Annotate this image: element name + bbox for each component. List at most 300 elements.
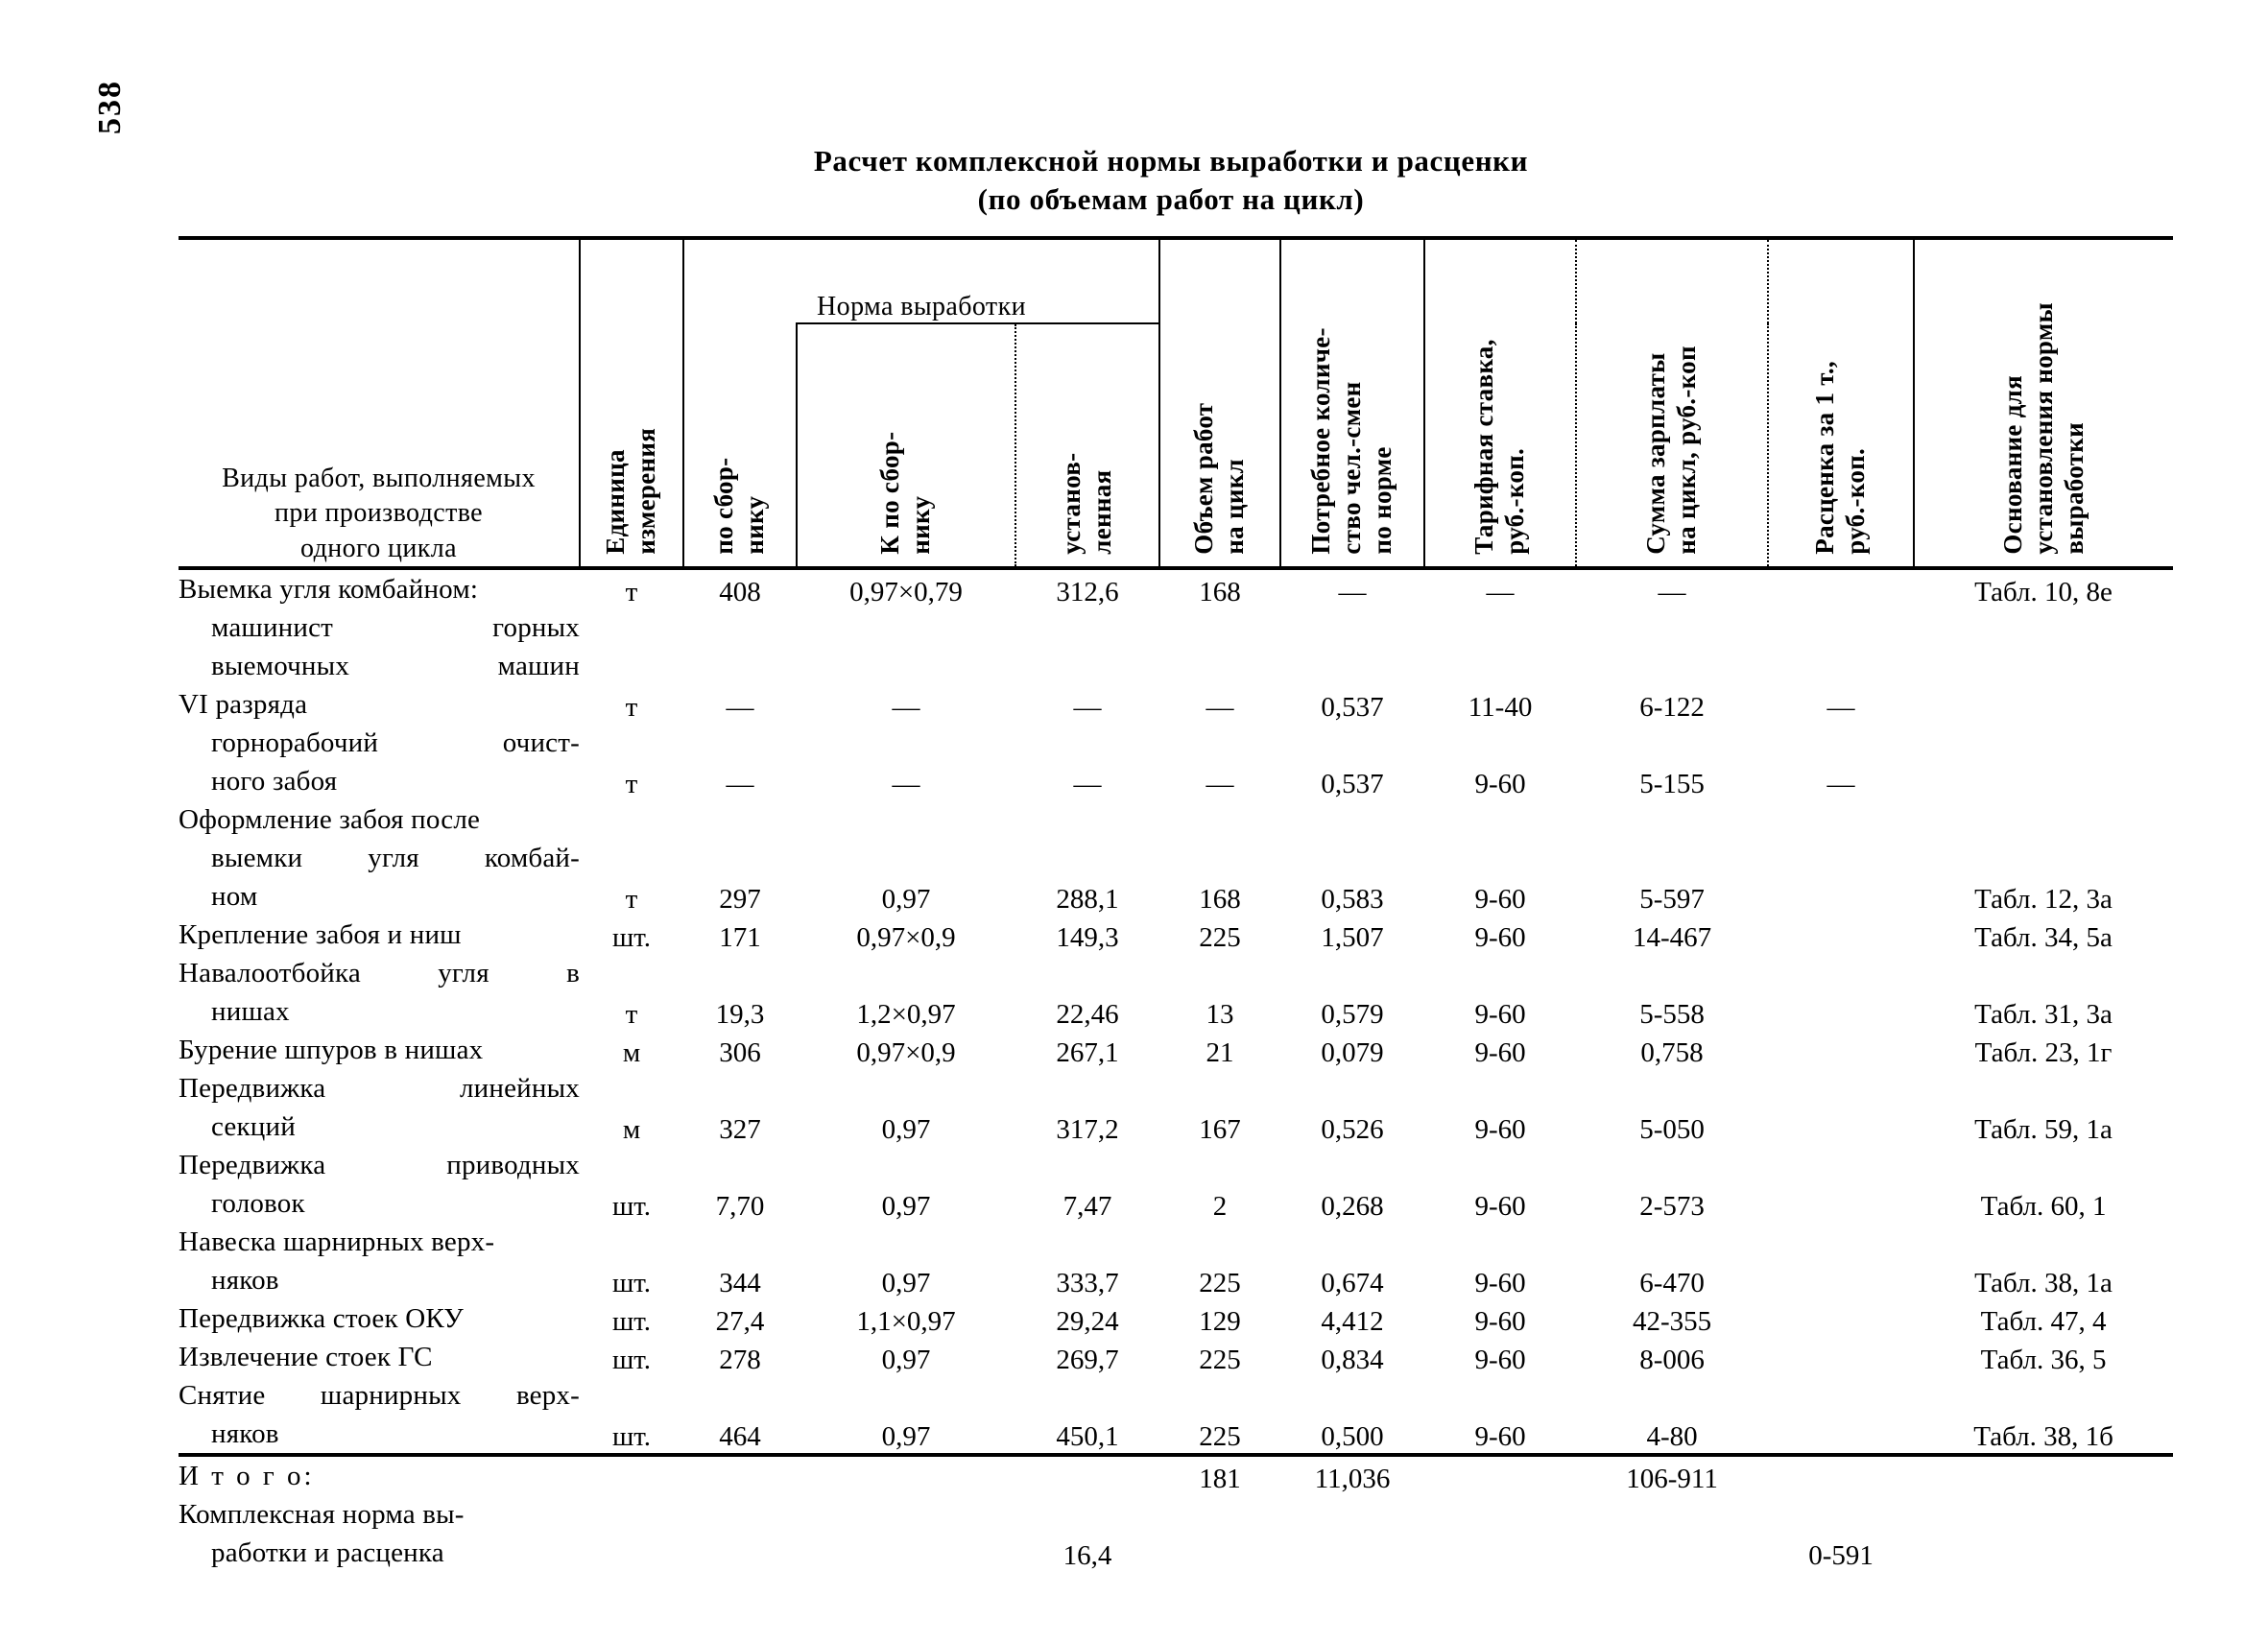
- row-established: 269,7: [1056, 1345, 1119, 1375]
- row-manshifts: [1280, 1069, 1424, 1107]
- table-row: [179, 992, 2173, 1031]
- row-work-type-line: Крепление забоя и ниш: [179, 919, 462, 950]
- row-k-by-book: 1,1×0,97: [856, 1306, 956, 1337]
- row-work-type-line: Передвижка линейных: [179, 1073, 580, 1104]
- row-established: [1015, 608, 1159, 647]
- row-rate: [1768, 1261, 1914, 1299]
- row-established: 29,24: [1056, 1306, 1119, 1337]
- complex-volume-empty-2: [1159, 1534, 1280, 1572]
- row-by-book: [683, 608, 797, 647]
- row-manshifts: [1280, 954, 1424, 992]
- row-rate: [1768, 1069, 1914, 1107]
- row-work-type: [179, 762, 580, 800]
- header-manshifts-line1: Потребное количе-: [1306, 327, 1336, 555]
- row-volume: [1159, 1069, 1280, 1107]
- row-volume: 21: [1206, 1037, 1234, 1068]
- row-work-type: [179, 877, 580, 916]
- row-work-type-line: VI разряда: [179, 689, 308, 720]
- row-rate: [1768, 992, 1914, 1031]
- row-k-by-book: 0,97×0,9: [856, 1037, 956, 1068]
- row-volume: [1159, 954, 1280, 992]
- table-row: [179, 647, 2173, 685]
- row-tariff: 9-60: [1474, 1421, 1526, 1452]
- row-work-type: [179, 1415, 580, 1455]
- complex-tariff-empty-1: [1424, 1495, 1576, 1534]
- row-basis: Табл. 10, 8е: [1914, 568, 2173, 608]
- header-by-book-line2: нику: [740, 496, 769, 555]
- row-rate: [1768, 724, 1914, 762]
- row-volume: 167: [1199, 1114, 1241, 1145]
- row-manshifts: 0,500: [1321, 1421, 1384, 1452]
- row-unit: шт.: [611, 1421, 652, 1452]
- row-basis: Табл. 23, 1г: [1974, 1037, 2113, 1068]
- row-unit: [580, 800, 683, 839]
- row-established: 22,46: [1056, 999, 1119, 1030]
- row-unit: [580, 839, 683, 877]
- row-basis: [1914, 1223, 2173, 1261]
- row-k-by-book: [797, 608, 1015, 647]
- row-tariff: 9-60: [1474, 1114, 1526, 1145]
- row-work-type-line: ного забоя: [211, 766, 338, 797]
- row-established: —: [1073, 769, 1102, 799]
- row-work-type-line: Передвижка стоек ОКУ: [179, 1303, 465, 1334]
- header-work-types-line2: при производстве: [274, 498, 483, 529]
- table-row: [179, 800, 2173, 839]
- complex-basis-empty-1: [1914, 1495, 2173, 1534]
- row-by-book: [683, 724, 797, 762]
- row-manshifts: [1280, 647, 1424, 685]
- row-unit: т: [580, 568, 683, 608]
- complex-established-empty-1: [1015, 1495, 1159, 1534]
- row-work-type: [179, 800, 580, 839]
- row-volume: 2: [1212, 1191, 1228, 1222]
- row-work-type-line: няков: [211, 1418, 279, 1449]
- page-number: 538: [92, 80, 128, 134]
- row-tariff: [1424, 608, 1576, 647]
- row-by-book: [683, 1069, 797, 1107]
- table: [179, 236, 2173, 1572]
- row-wage-sum: 14-467: [1632, 922, 1712, 953]
- row-basis: [1914, 608, 2173, 647]
- row-basis: Табл. 36, 5: [1980, 1345, 2107, 1375]
- row-manshifts: [1280, 724, 1424, 762]
- header-tariff-rate: [1424, 238, 1576, 568]
- table-row: [179, 568, 2173, 608]
- row-unit: [580, 1376, 683, 1415]
- row-basis: Табл. 60, 1: [1980, 1191, 2107, 1222]
- row-wage-sum: [1576, 839, 1768, 877]
- row-wage-sum: [1576, 954, 1768, 992]
- row-rate: [1768, 1223, 1914, 1261]
- row-rate: [1768, 877, 1914, 916]
- row-established: [1015, 954, 1159, 992]
- header-wage-sum: [1576, 238, 1768, 568]
- row-work-type: [179, 1299, 580, 1338]
- row-basis: Табл. 47, 4: [1980, 1306, 2107, 1337]
- row-unit: м: [622, 1037, 641, 1068]
- row-k-by-book: [797, 1146, 1015, 1184]
- row-unit: [580, 724, 683, 762]
- row-basis: Табл. 34, 5а: [1974, 922, 2113, 953]
- total-wage-sum: 106-911: [1576, 1455, 1768, 1495]
- row-work-type: [179, 608, 580, 647]
- row-tariff: [1424, 839, 1576, 877]
- row-tariff: [1424, 800, 1576, 839]
- row-wage-sum: [1576, 1223, 1768, 1261]
- row-by-book: 327: [719, 1114, 761, 1145]
- row-established: [1015, 800, 1159, 839]
- row-work-type-line: Извлечение стоек ГС: [179, 1342, 433, 1372]
- row-manshifts: 0,537: [1321, 692, 1384, 723]
- row-rate: [1768, 954, 1914, 992]
- header-work-types-line1: Виды работ, выполняемых: [222, 463, 536, 493]
- row-tariff: 9-60: [1474, 1345, 1526, 1375]
- header-rate-per-ton: [1768, 238, 1914, 568]
- row-unit: м: [622, 1114, 641, 1145]
- table-row: [179, 1261, 2173, 1299]
- row-work-type: [179, 916, 580, 954]
- row-wage-sum: —: [1576, 568, 1768, 608]
- row-volume: —: [1206, 769, 1234, 799]
- row-work-type-line: горнорабочий очист-: [211, 727, 580, 758]
- row-volume: 13: [1206, 999, 1234, 1030]
- row-tariff: 9-60: [1474, 1306, 1526, 1337]
- row-basis: Табл. 31, 3а: [1974, 999, 2113, 1030]
- row-basis: Табл. 12, 3а: [1974, 884, 2113, 915]
- row-established: [1015, 647, 1159, 685]
- row-by-book: 408: [683, 568, 797, 608]
- row-established: [1015, 839, 1159, 877]
- table-row: [179, 1069, 2173, 1107]
- complex-unit-empty-2: [580, 1534, 683, 1572]
- row-work-type-line: машинист горных: [211, 612, 580, 643]
- row-work-type: [179, 1107, 580, 1146]
- table-row: [179, 1184, 2173, 1223]
- row-tariff: [1424, 1223, 1576, 1261]
- row-by-book: [683, 1223, 797, 1261]
- row-rate: [1768, 1299, 1914, 1338]
- row-unit: [580, 1146, 683, 1184]
- row-manshifts: 4,412: [1321, 1306, 1384, 1337]
- row-established: 288,1: [1056, 884, 1119, 915]
- row-volume: 168: [1199, 884, 1241, 915]
- row-manshifts: —: [1280, 568, 1424, 608]
- table-totals: [179, 1455, 2173, 1572]
- complex-manshifts-empty-1: [1280, 1495, 1424, 1534]
- row-established: 267,1: [1056, 1037, 1119, 1068]
- row-rate: [1768, 1376, 1914, 1415]
- header-manshifts-line2: ство чел.-смен: [1337, 381, 1367, 555]
- row-basis: [1914, 647, 2173, 685]
- row-volume: 225: [1199, 1268, 1241, 1298]
- row-k-by-book: [797, 724, 1015, 762]
- header-wage-sum-line2: на цикл, руб.-коп: [1672, 345, 1702, 555]
- row-basis: [1914, 685, 2173, 724]
- row-k-by-book: [797, 1069, 1015, 1107]
- row-rate: [1768, 800, 1914, 839]
- row-work-type: [179, 724, 580, 762]
- table-row: [179, 877, 2173, 916]
- row-work-type-line: выемочных машин: [211, 651, 580, 681]
- complex-manshifts-empty-2: [1280, 1534, 1424, 1572]
- complex-rate-value: 0-591: [1808, 1540, 1874, 1571]
- table-row: [179, 916, 2173, 954]
- table-body: [179, 568, 2173, 1455]
- row-k-by-book: [797, 954, 1015, 992]
- row-k-by-book: 1,2×0,97: [856, 999, 956, 1030]
- row-by-book: 278: [719, 1345, 761, 1375]
- row-unit: т: [625, 692, 638, 723]
- total-tariff-empty: [1424, 1455, 1576, 1495]
- row-manshifts: [1280, 839, 1424, 877]
- table-row: [179, 1415, 2173, 1455]
- row-volume: 225: [1199, 922, 1241, 953]
- row-rate: [1768, 1146, 1914, 1184]
- row-rate: [1768, 1107, 1914, 1146]
- row-wage-sum: 2-573: [1639, 1191, 1705, 1222]
- row-volume: [1159, 1376, 1280, 1415]
- row-work-type: [179, 647, 580, 685]
- row-work-type-line: нишах: [211, 996, 290, 1027]
- row-manshifts: 0,526: [1321, 1114, 1384, 1145]
- row-rate: [1768, 1184, 1914, 1223]
- header-tariff-line1: Тарифная ставка,: [1469, 339, 1499, 555]
- table-row: [179, 724, 2173, 762]
- complex-norm-label-line2-wrap: [179, 1534, 580, 1572]
- row-manshifts: 0,268: [1321, 1191, 1384, 1222]
- row-work-type-line: выемки угля комбай-: [211, 843, 580, 873]
- row-basis: [1914, 1069, 2173, 1107]
- row-rate: —: [1826, 692, 1855, 723]
- header-basis-line2: установления нормы: [2028, 302, 2058, 555]
- row-rate: [1768, 608, 1914, 647]
- row-work-type: [179, 1261, 580, 1299]
- row-basis: [1914, 954, 2173, 992]
- row-tariff: [1424, 954, 1576, 992]
- row-rate: [1768, 1415, 1914, 1455]
- row-rate: —: [1826, 769, 1855, 799]
- complex-norm-label-line1: Комплексная норма вы-: [179, 1499, 465, 1530]
- row-wage-sum: 6-470: [1639, 1268, 1705, 1298]
- row-work-type-line: Передвижка приводных: [179, 1150, 580, 1180]
- row-basis: [1914, 1376, 2173, 1415]
- row-k-by-book: 0,97: [881, 1421, 931, 1452]
- row-tariff: —: [1424, 568, 1576, 608]
- header-basis-line3: выработки: [2059, 422, 2089, 555]
- row-rate: [1768, 647, 1914, 685]
- row-wage-sum: [1576, 800, 1768, 839]
- header-established-line2: ленная: [1087, 469, 1117, 555]
- row-k-by-book: 0,97×0,9: [856, 922, 956, 953]
- row-work-type-line: Навеска шарнирных верх-: [179, 1226, 495, 1257]
- header-volume-line1: Объем работ: [1189, 402, 1219, 555]
- row-k-by-book: 0,97: [881, 1268, 931, 1298]
- table-row: [179, 1376, 2173, 1415]
- total-by-book-empty: [683, 1455, 797, 1495]
- row-volume: [1159, 1146, 1280, 1184]
- row-basis: Табл. 38, 1б: [1973, 1421, 2113, 1452]
- complex-by-book-empty-2: [683, 1534, 797, 1572]
- row-unit: шт.: [611, 1306, 652, 1337]
- row-wage-sum: [1576, 647, 1768, 685]
- row-by-book: 464: [719, 1421, 761, 1452]
- row-by-book: [683, 839, 797, 877]
- header-by-book-line1: по сбор-: [709, 457, 739, 555]
- row-work-type-line: ном: [211, 881, 258, 912]
- row-tariff: [1424, 1069, 1576, 1107]
- row-established: [1015, 1069, 1159, 1107]
- row-wage-sum: 42-355: [1632, 1306, 1712, 1337]
- row-established: 450,1: [1056, 1421, 1119, 1452]
- table-row: [179, 1338, 2173, 1376]
- header-manshifts-line3: по норме: [1367, 446, 1397, 555]
- header-established-line1: установ-: [1057, 452, 1086, 555]
- row-tariff: [1424, 647, 1576, 685]
- total-basis-empty: [1914, 1455, 2173, 1495]
- row-volume: [1159, 724, 1280, 762]
- complex-k-by-book-empty-1: [797, 1495, 1015, 1534]
- row-work-type-line: Выемка угля комбайном:: [179, 574, 479, 605]
- complex-norm-label-line2: работки и расценка: [211, 1537, 444, 1568]
- row-work-type: [179, 1069, 580, 1107]
- header-unit-line1: Единица: [601, 449, 631, 555]
- complex-norm-row-2: [179, 1534, 2173, 1572]
- table-row: [179, 1146, 2173, 1184]
- complex-wage-empty-1: [1576, 1495, 1768, 1534]
- row-k-by-book: [797, 800, 1015, 839]
- row-established: 312,6: [1015, 568, 1159, 608]
- complex-norm-row-1: [179, 1495, 2173, 1534]
- row-established: [1015, 1376, 1159, 1415]
- row-rate: [1768, 1338, 1914, 1376]
- total-row: [179, 1455, 2173, 1495]
- row-work-type: [179, 839, 580, 877]
- row-manshifts: 0,583: [1321, 884, 1384, 915]
- table-row: [179, 1107, 2173, 1146]
- row-manshifts: [1280, 608, 1424, 647]
- row-by-book: —: [726, 769, 754, 799]
- row-basis: Табл. 59, 1а: [1974, 1114, 2113, 1145]
- row-k-by-book: 0,97: [881, 1191, 931, 1222]
- row-rate: [1768, 839, 1914, 877]
- header-rate-line2: руб.-коп.: [1841, 448, 1871, 555]
- row-wage-sum: [1576, 1376, 1768, 1415]
- row-volume: 129: [1199, 1306, 1241, 1337]
- header-k-by-book-line2: нику: [906, 496, 935, 555]
- row-wage-sum: 5-050: [1639, 1114, 1705, 1145]
- header-unit: [580, 238, 683, 568]
- table-row: [179, 685, 2173, 724]
- total-rate-empty: [1768, 1455, 1914, 1495]
- complex-tariff-empty-2: [1424, 1534, 1576, 1572]
- row-manshifts: [1280, 800, 1424, 839]
- row-wage-sum: 0,758: [1640, 1037, 1704, 1068]
- table-row: [179, 1223, 2173, 1261]
- header-basis-line1: Основание для: [1997, 375, 2027, 555]
- row-work-type-line: секций: [211, 1111, 296, 1142]
- row-volume: [1159, 839, 1280, 877]
- table-row: [179, 839, 2173, 877]
- row-work-type-line: няков: [211, 1265, 279, 1296]
- complex-k-by-book-empty-2: [797, 1534, 1015, 1572]
- row-by-book: —: [726, 692, 754, 723]
- row-volume: [1159, 647, 1280, 685]
- row-tariff: [1424, 1376, 1576, 1415]
- row-tariff: [1424, 1146, 1576, 1184]
- row-basis: [1914, 800, 2173, 839]
- complex-unit-empty-1: [580, 1495, 683, 1534]
- row-by-book: 7,70: [715, 1191, 765, 1222]
- total-label: И т о г о:: [179, 1455, 580, 1495]
- header-k-by-book-line1: К по сбор-: [875, 431, 905, 555]
- row-rate: [1768, 1031, 1914, 1069]
- row-unit: шт.: [611, 1191, 652, 1222]
- row-basis: [1914, 1146, 2173, 1184]
- row-wage-sum: [1576, 1146, 1768, 1184]
- table-row: [179, 608, 2173, 647]
- row-work-type: [179, 568, 580, 608]
- row-tariff: 11-40: [1468, 692, 1533, 723]
- row-manshifts: [1280, 1376, 1424, 1415]
- row-by-book: 344: [719, 1268, 761, 1298]
- row-work-type: [179, 1338, 580, 1376]
- row-established: [1015, 1146, 1159, 1184]
- row-established: [1015, 1223, 1159, 1261]
- row-work-type-line: Навалоотбойка угля в: [179, 958, 580, 988]
- row-wage-sum: 6-122: [1639, 692, 1705, 723]
- row-manshifts: [1280, 1146, 1424, 1184]
- row-by-book: [683, 1146, 797, 1184]
- row-k-by-book: [797, 647, 1015, 685]
- row-by-book: [683, 954, 797, 992]
- row-basis: Табл. 38, 1а: [1974, 1268, 2113, 1298]
- complex-rate-empty-1: [1768, 1495, 1914, 1534]
- row-work-type-line: головок: [211, 1188, 305, 1219]
- norm-calculation-table: [179, 236, 2173, 1572]
- complex-norm-value: 16,4: [1062, 1540, 1112, 1571]
- row-wage-sum: 8-006: [1639, 1345, 1705, 1375]
- header-wage-sum-line1: Сумма зарплаты: [1641, 352, 1671, 555]
- row-volume: [1159, 1223, 1280, 1261]
- row-wage-sum: [1576, 1069, 1768, 1107]
- row-work-type: [179, 992, 580, 1031]
- header-work-types: [179, 238, 580, 568]
- row-k-by-book: 0,97: [881, 1114, 931, 1145]
- row-basis: [1914, 724, 2173, 762]
- row-unit: [580, 608, 683, 647]
- header-tariff-line2: руб.-коп.: [1500, 448, 1530, 555]
- header-volume-line2: на цикл: [1220, 459, 1250, 555]
- header-rate-line1: Расценка за 1 т.,: [1810, 361, 1840, 555]
- row-tariff: 9-60: [1474, 1268, 1526, 1298]
- row-established: 149,3: [1056, 922, 1119, 953]
- total-volume: 181: [1159, 1455, 1280, 1495]
- row-by-book: [683, 647, 797, 685]
- row-work-type: [179, 685, 580, 724]
- header-established: [1015, 323, 1159, 568]
- complex-wage-empty-2: [1576, 1534, 1768, 1572]
- row-work-type: [179, 1223, 580, 1261]
- row-wage-sum: 5-558: [1639, 999, 1705, 1030]
- complex-by-book-empty-1: [683, 1495, 797, 1534]
- row-tariff: [1424, 724, 1576, 762]
- row-established: —: [1073, 692, 1102, 723]
- row-manshifts: [1280, 1223, 1424, 1261]
- table-row: [179, 954, 2173, 992]
- row-unit: т: [625, 999, 638, 1030]
- row-tariff: 9-60: [1474, 1037, 1526, 1068]
- row-by-book: 306: [719, 1037, 761, 1068]
